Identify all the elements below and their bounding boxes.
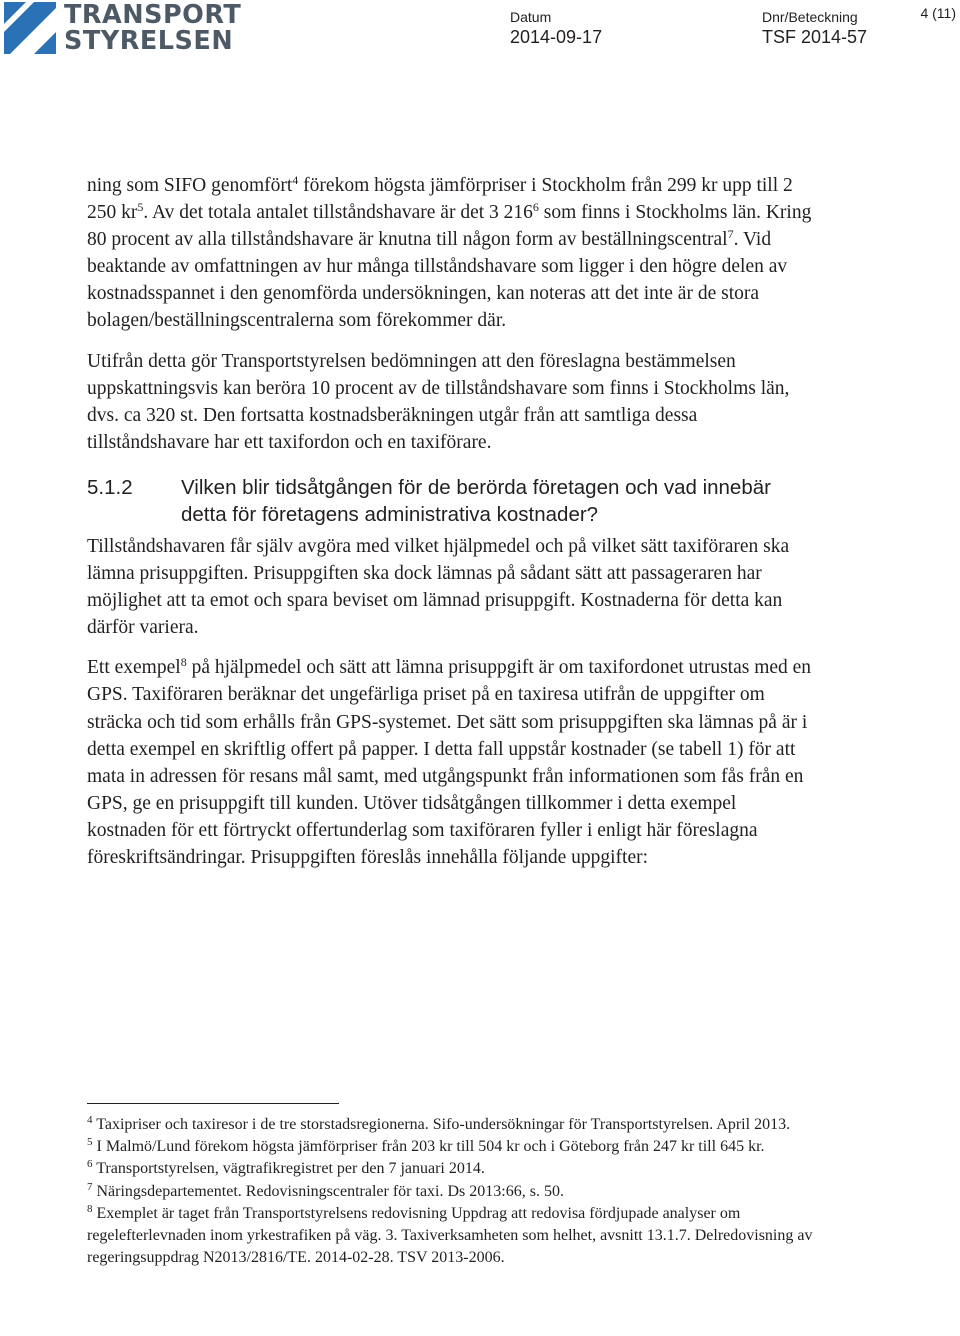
footnotes <box>87 1114 817 1269</box>
reference-label: Dnr/Beteckning <box>762 9 858 25</box>
footnote-ref: 6 <box>532 200 539 215</box>
paragraph-3: Tillståndshavaren får själv avgöra med vilket hjälpmedel och på vilket sätt taxiföraren ska lämna prisuppgiften. Prisuppgiften ska dock lämnas på sådant sätt att passageraren har möjlighet att ta emot och spara beviset om lämnad prisuppgift. Kostnaderna för detta kan därför variera. <box>87 535 790 639</box>
footnote-6: $^6$ Transportstyrelsen, vägtrafikregistret per den 7 januari 2014. <box>87 1158 485 1178</box>
date-label: Datum <box>510 9 552 25</box>
footnote-ref: 4 <box>292 173 299 187</box>
section-number: 5.1.2 <box>87 475 133 499</box>
footnote-separator <box>87 1103 339 1104</box>
logo-line-1: TRANSPORT <box>64 0 242 30</box>
paragraph-2: Utifrån detta gör Transportstyrelsen bedömningen att den föreslagna bestämmelsen uppskattningsvis kan beröra 10 procent av de tillståndshavare som finns i Stockholms län, dvs. ca 320 st. Den fortsatta kostnadsberäkningen utgår från att samtliga dessa tillståndshavare har ett taxifordon och en taxiförare. <box>87 350 790 453</box>
date-value: 2014-09-17 <box>510 27 603 47</box>
paragraph-1: ning som SIFO genomfört$^4$ förekom högsta jämförpriser i Stockholm från 299 kr upp till 2 250 $kr^5$. Av det totala antalet tillståndshavare är det 3 $216^6$ som finns i Stockholms län. Kring 80 procent av alla tillståndshavare är knutna till någon form av beställningscentral$^7$. Vid beaktande av omfattningen av hur många tillståndshavare som ligger i den högre delen av kostnadsspannet i den genomförda undersökningen, kan noteras att det inte är de stora bolagen/beställningscentralerna som förekommer där. <box>87 173 812 332</box>
footnote-8: $^8$ Exemplet är taget från Transportstyrelsens redovisning Uppdrag att redovisa fördjupade analyser om regelefterlevnaden inom yrkestrafiken på väg. 3. Taxiverksamheten som helhet, avsnitt 13.1.7. Delredovisning av regeringsuppdrag N2013/2816/TE. 2014-02-28. TSV 2013-2006. <box>87 1202 813 1267</box>
footnote-ref: 5 <box>137 200 144 215</box>
footnote-5: $^5$ I Malmö/Lund förekom högsta jämförpriser från 203 kr till 504 kr och i Göteborg från 247 kr till 645 kr. <box>87 1136 765 1156</box>
footnote-ref: 7 <box>727 227 734 242</box>
page-number: 4 (11) <box>920 5 956 21</box>
section-title: Vilken blir tidsåtgången för de berörda företagen och vad innebär detta för företagens administrativa kostnader? <box>181 475 771 526</box>
reference-value: TSF 2014-57 <box>762 27 868 47</box>
logo-wordmark <box>64 2 241 54</box>
footnote-4: $^4$ Taxipriser och taxiresor i de tre storstadsregionerna. Sifo-undersökningar för Transportstyrelsen. April 2013. <box>87 1114 791 1133</box>
logo-line-2: STYRELSEN <box>64 26 234 56</box>
logo-mark-icon <box>4 2 56 54</box>
footnote-ref: 8 <box>180 655 187 670</box>
footnote-7: $^7$ Näringsdepartementet. Redovisningscentraler för taxi. Ds 2013:66, s. 50. <box>87 1180 564 1200</box>
paragraph-4: Ett exempel$^8$ på hjälpmedel och sätt att lämna prisuppgift är om taxifordonet utrustas med en GPS. Taxiföraren beräknar det ungefärliga priset på en taxiresa utifrån de uppgifter om sträcka och tid som erhålls från GPS-systemet. Det sätt som prisuppgiften ska lämnas på är i detta exempel en skriftlig offert på papper. I detta fall uppstår kostnader (se tabell 1) för att mata in adressen för resans mål samt, med utgångspunkt från informationen som fås från en GPS, ge en prisuppgift till kunden. Utöver tidsåtgången tillkommer i detta exempel kostnaden för ett förtryckt offertunderlag som taxiföraren fyller i enligt här föreslagna föreskriftsändringar. Prisuppgiften föreslås innehålla följande uppgifter: <box>87 655 812 868</box>
transportstyrelsen-logo <box>4 0 242 56</box>
section-heading <box>87 474 817 528</box>
document-body <box>87 172 817 871</box>
